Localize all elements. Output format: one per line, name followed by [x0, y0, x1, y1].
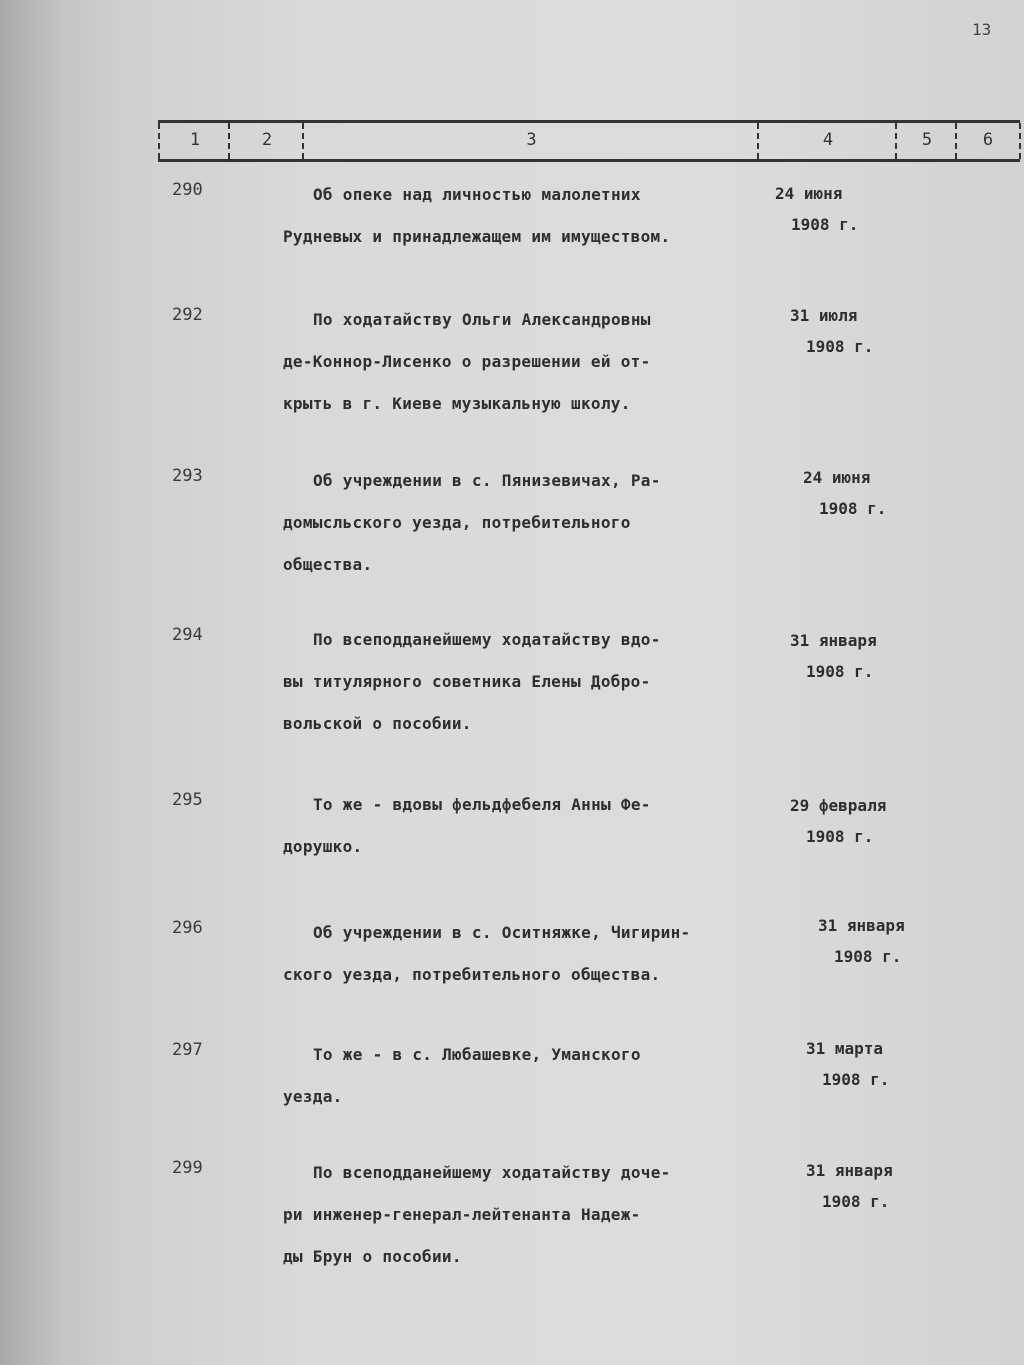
entry-number: 295	[172, 790, 203, 810]
description-line: ского уезда, потребительного общества.	[283, 965, 661, 984]
description-line: крыть в г. Киеве музыкальную школу.	[283, 394, 631, 413]
date-year: 1908 г.	[806, 337, 874, 356]
description-line: ды Брун о пособии.	[283, 1247, 462, 1266]
entry-description	[283, 784, 783, 868]
date-day-month: 24 июня	[775, 184, 843, 203]
entry-description	[283, 619, 783, 745]
entry-date	[790, 790, 886, 852]
date-year: 1908 г.	[822, 1192, 890, 1211]
table-header	[158, 120, 1020, 162]
entry-date	[790, 625, 877, 687]
description-line: вольской о пособии.	[283, 714, 472, 733]
description-line: вы титулярного советника Елены Добро-	[283, 672, 651, 691]
entry-description	[283, 174, 783, 258]
date-year: 1908 г.	[791, 215, 859, 234]
column-header-5: 5	[895, 123, 957, 159]
description-line: уезда.	[283, 1087, 343, 1106]
entry-description	[283, 1034, 783, 1118]
description-line: Об учреждении в с. Пянизевичах, Ра-	[313, 471, 661, 490]
description-line: ри инженер-генерал-лейтенанта Надеж-	[283, 1205, 641, 1224]
description-line: Об опеке над личностью малолетних	[313, 185, 641, 204]
description-line: То же - в с. Любашевке, Уманского	[313, 1045, 641, 1064]
column-header-3: 3	[302, 123, 759, 159]
description-line: Об учреждении в с. Оситняжке, Чигирин-	[313, 923, 691, 942]
date-day-month: 31 января	[806, 1161, 893, 1180]
description-line: де-Коннор-Лисенко о разрешении ей от-	[283, 352, 651, 371]
entry-date	[803, 462, 886, 524]
description-line: общества.	[283, 555, 373, 574]
entry-description	[283, 299, 783, 425]
date-day-month: 29 февраля	[790, 796, 887, 815]
entry-number: 292	[172, 305, 203, 325]
date-year: 1908 г.	[806, 827, 874, 846]
page-number: 13	[972, 20, 992, 39]
date-day-month: 31 января	[818, 916, 905, 935]
entry-date	[806, 1033, 889, 1095]
column-header-1: 1	[158, 123, 230, 159]
date-day-month: 31 июля	[790, 306, 858, 325]
column-header-6: 6	[955, 123, 1021, 159]
description-line: домысльского уезда, потребительного	[283, 513, 631, 532]
date-year: 1908 г.	[822, 1070, 890, 1089]
date-year: 1908 г.	[834, 947, 902, 966]
column-header-2: 2	[228, 123, 304, 159]
description-line: Рудневых и принадлежащем им имуществом.	[283, 227, 671, 246]
entry-description	[283, 1152, 783, 1278]
date-year: 1908 г.	[806, 662, 874, 681]
entry-date	[806, 1155, 893, 1217]
column-header-4: 4	[757, 123, 897, 159]
date-year: 1908 г.	[819, 499, 887, 518]
entry-number: 297	[172, 1040, 203, 1060]
date-day-month: 24 июня	[803, 468, 871, 487]
entry-number: 296	[172, 918, 203, 938]
description-line: По всеподданейшему ходатайству вдо-	[313, 630, 661, 649]
date-day-month: 31 января	[790, 631, 877, 650]
entry-number: 299	[172, 1158, 203, 1178]
description-line: По ходатайству Ольги Александровны	[313, 310, 651, 329]
description-line: По всеподданейшему ходатайству доче-	[313, 1163, 671, 1182]
date-day-month: 31 марта	[806, 1039, 884, 1058]
entry-description	[283, 460, 783, 586]
entry-description	[283, 912, 783, 996]
entry-number: 294	[172, 625, 203, 645]
entry-date	[818, 910, 905, 972]
entry-date	[790, 300, 873, 362]
entry-number: 293	[172, 466, 203, 486]
description-line: То же - вдовы фельдфебеля Анны Фе-	[313, 795, 651, 814]
entry-number: 290	[172, 180, 203, 200]
entry-date	[775, 178, 858, 240]
description-line: дорушко.	[283, 837, 363, 856]
